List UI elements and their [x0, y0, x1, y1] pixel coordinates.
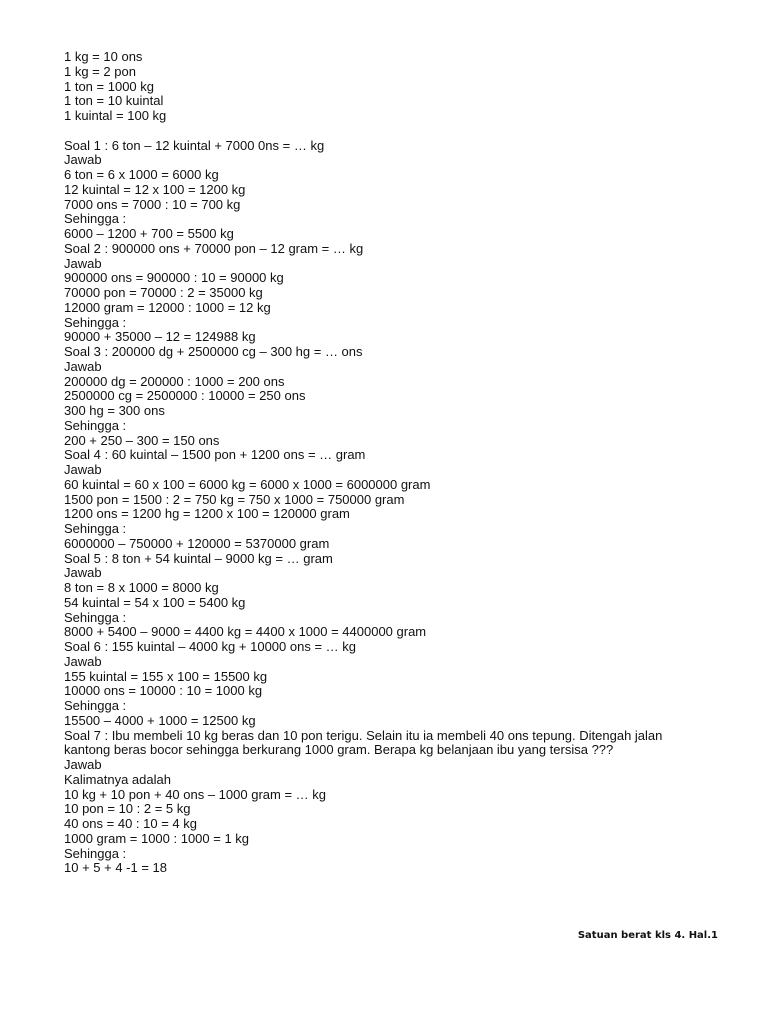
text-line: Jawab — [64, 255, 102, 271]
text-line: 8 ton = 8 x 1000 = 8000 kg — [64, 580, 219, 595]
text-line: 10 + 5 + 4 -1 = 18 — [64, 860, 167, 876]
text-line: Sehingga : — [64, 211, 127, 227]
text-line: Soal 5 : 8 ton + 54 kuintal – 9000 kg = … gram — [64, 550, 333, 566]
text-line: Jawab — [64, 358, 102, 374]
text-line: 155 kuintal = 155 x 100 = 15500 kg — [64, 668, 268, 684]
text-line: Soal 3 : 200000 dg + 2500000 cg – 300 hg = … ons — [64, 344, 363, 359]
text-line: Jawab — [64, 152, 102, 168]
text-line: 300 hg = 300 ons — [64, 403, 165, 418]
text-line: Jawab — [64, 653, 102, 669]
text-line: 2500000 cg = 2500000 : 10000 = 250 ons — [64, 388, 306, 404]
text-line: Kalimatnya adalah — [64, 771, 171, 787]
text-line: Soal 2 : 900000 ons + 70000 pon – 12 gram = … kg — [64, 240, 364, 256]
text-line: 1500 pon = 1500 : 2 = 750 kg = 750 x 1000 = 750000 gram — [64, 491, 405, 507]
text-line: 90000 + 35000 – 12 = 124988 kg — [64, 329, 256, 345]
text-line: Soal 4 : 60 kuintal – 1500 pon + 1200 ons = … gram — [64, 447, 366, 463]
text-line: 8000 + 5400 – 9000 = 4400 kg = 4400 x 1000 = 4400000 gram — [64, 624, 427, 640]
text-line: 1200 ons = 1200 hg = 1200 x 100 = 120000 gram — [64, 506, 350, 522]
text-line: 40 ons = 40 : 10 = 4 kg — [64, 816, 197, 831]
text-line: 15500 – 4000 + 1000 = 12500 kg — [64, 712, 256, 728]
text-line: 10000 ons = 10000 : 10 = 1000 kg — [64, 683, 263, 699]
document-body — [64, 50, 744, 876]
text-line: Jawab — [64, 565, 102, 581]
text-line: Sehingga : — [64, 314, 127, 330]
text-line — [64, 124, 744, 139]
text-line: 10 pon = 10 : 2 = 5 kg — [64, 801, 191, 817]
text-line: 54 kuintal = 54 x 100 = 5400 kg — [64, 594, 246, 610]
text-line: Sehingga : — [64, 845, 127, 861]
text-line: kantong beras bocor sehingga berkurang 1000 gram. Berapa kg belanjaan ibu yang tersisa ??? — [64, 742, 614, 758]
text-line: 6000000 – 750000 + 120000 = 5370000 gram — [64, 535, 330, 551]
text-line: 60 kuintal = 60 x 100 = 6000 kg = 6000 x 1000 = 6000000 gram — [64, 476, 431, 492]
text-line: 1 kg = 10 ons — [64, 49, 143, 64]
text-line: 12 kuintal = 12 x 100 = 1200 kg — [64, 181, 246, 197]
text-line: 70000 pon = 70000 : 2 = 35000 kg — [64, 285, 263, 300]
text-line: 6 ton = 6 x 1000 = 6000 kg — [64, 167, 219, 182]
text-line: Jawab — [64, 757, 102, 772]
text-line: 7000 ons = 7000 : 10 = 700 kg — [64, 196, 241, 212]
text-line: 1000 gram = 1000 : 1000 = 1 kg — [64, 830, 250, 846]
text-line: Sehingga : — [64, 609, 127, 625]
text-line: Jawab — [64, 462, 102, 477]
text-line: 10 kg + 10 pon + 40 ons – 1000 gram = … kg — [64, 786, 326, 802]
text-line: Sehingga : — [64, 698, 127, 713]
text-line: 1 kuintal = 100 kg — [64, 108, 167, 123]
text-line: Soal 7 : Ibu membeli 10 kg beras dan 10 pon terigu. Selain itu ia membeli 40 ons tepung. Ditengah jalan — [64, 727, 663, 743]
text-line: 6000 – 1200 + 700 = 5500 kg — [64, 226, 234, 241]
page-footer: Satuan berat kls 4. Hal.1 — [577, 930, 718, 941]
text-line: Sehingga : — [64, 417, 127, 433]
text-line: 900000 ons = 900000 : 10 = 90000 kg — [64, 270, 284, 286]
text-line: 200000 dg = 200000 : 1000 = 200 ons — [64, 373, 285, 389]
text-line: Soal 1 : 6 ton – 12 kuintal + 7000 0ns = … kg — [64, 137, 325, 153]
text-line: 1 ton = 1000 kg — [64, 78, 154, 94]
text-line: 1 kg = 2 pon — [64, 63, 136, 79]
text-line: 1 ton = 10 kuintal — [64, 93, 164, 109]
text-line: 200 + 250 – 300 = 150 ons — [64, 432, 220, 448]
text-line: Soal 6 : 155 kuintal – 4000 kg + 10000 ons = … kg — [64, 639, 356, 654]
text-line: 12000 gram = 12000 : 1000 = 12 kg — [64, 299, 271, 315]
text-line: Sehingga : — [64, 521, 127, 536]
